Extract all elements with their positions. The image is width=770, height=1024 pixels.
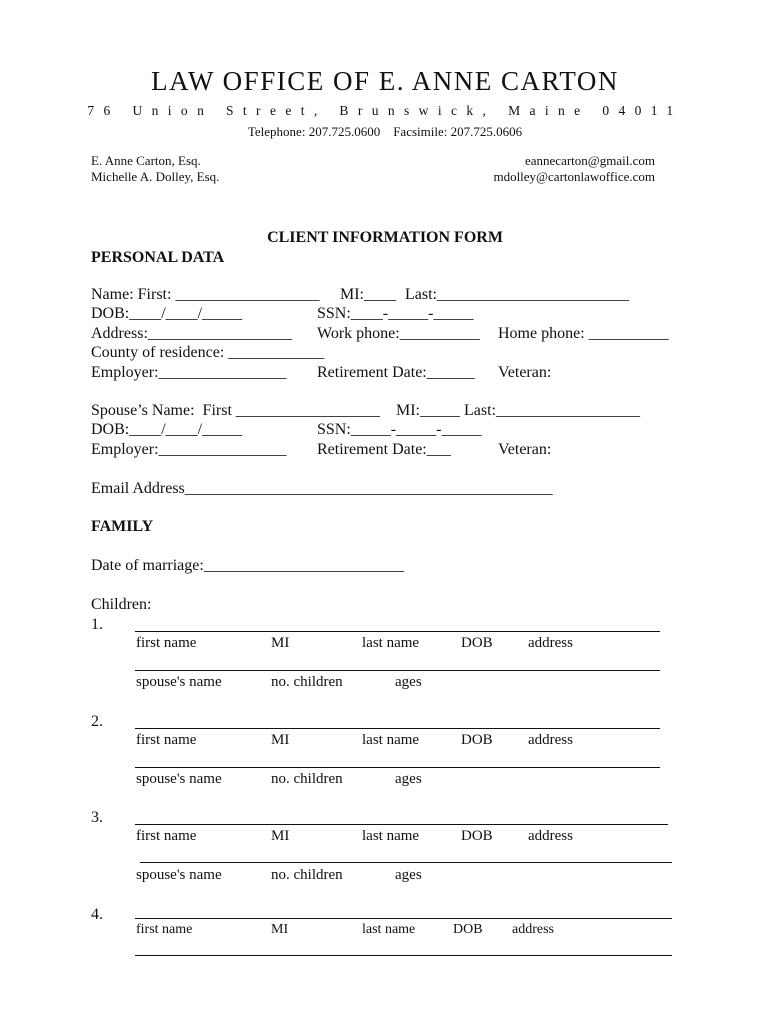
home-phone-field[interactable]: Home phone: __________ <box>498 325 669 342</box>
spouse-last-field[interactable]: Last:__________________ <box>464 402 640 419</box>
ages-label: ages <box>395 674 422 690</box>
spouse-dob-field[interactable]: DOB:____/____/_____ <box>91 421 243 438</box>
mi-label: MI <box>271 828 290 844</box>
children-label: Children: <box>91 596 152 613</box>
dob-field[interactable]: DOB:____/____/_____ <box>91 305 243 322</box>
ssn-field[interactable]: SSN:____-_____-_____ <box>317 305 474 322</box>
child-number: 4. <box>91 906 103 923</box>
mi-label: MI <box>271 732 290 748</box>
county-field[interactable]: County of residence: ____________ <box>91 344 325 361</box>
child-number: 2. <box>91 713 103 730</box>
name-first-field[interactable]: Name: First: __________________ <box>91 286 320 303</box>
spouse-name-field[interactable]: Spouse’s Name: First __________________ <box>91 402 380 419</box>
personal-heading: PERSONAL DATA <box>91 249 225 266</box>
address-field[interactable]: Address:__________________ <box>91 325 292 342</box>
first-name-label: first name <box>136 922 193 937</box>
work-phone-field[interactable]: Work phone:__________ <box>317 325 480 342</box>
address-label: address <box>528 635 573 651</box>
spouse-name-label: spouse's name <box>136 771 222 787</box>
email-2: mdolley@cartonlawoffice.com <box>493 169 655 184</box>
veteran-field[interactable]: Veteran: <box>498 364 552 381</box>
ages-label: ages <box>395 771 422 787</box>
no-children-label: no. children <box>271 674 343 690</box>
mi-field[interactable]: MI:____ <box>340 286 396 303</box>
firm-name: LAW OFFICE OF E. ANNE CARTON <box>151 66 619 96</box>
last-name-label: last name <box>362 732 420 748</box>
last-name-label: last name <box>362 828 420 844</box>
spouse-line[interactable] <box>135 767 660 768</box>
first-name-label: first name <box>136 828 197 844</box>
ages-label: ages <box>395 867 422 883</box>
last-name-label: last name <box>362 922 416 937</box>
last-name-label: last name <box>362 635 420 651</box>
spouse-retirement-field[interactable]: Retirement Date:___ <box>317 441 451 458</box>
retirement-date-field[interactable]: Retirement Date:______ <box>317 364 475 381</box>
dob-label: DOB <box>453 922 483 937</box>
employer-field[interactable]: Employer:________________ <box>91 364 287 381</box>
spouse-employer-field[interactable]: Employer:________________ <box>91 441 287 458</box>
no-children-label: no. children <box>271 771 343 787</box>
child-number: 3. <box>91 809 103 826</box>
child-name-line[interactable] <box>135 631 660 632</box>
spouse-ssn-field[interactable]: SSN:_____-_____-_____ <box>317 421 482 438</box>
no-children-label: no. children <box>271 867 343 883</box>
mi-label: MI <box>271 635 290 651</box>
family-heading: FAMILY <box>91 518 154 535</box>
child-name-line[interactable] <box>135 918 672 919</box>
child-name-line[interactable] <box>135 824 668 825</box>
first-name-label: first name <box>136 732 197 748</box>
dob-label: DOB <box>461 732 493 748</box>
firm-address: 76 Union Street, Brunswick, Maine 04011 <box>87 103 683 118</box>
spouse-mi-field[interactable]: MI:_____ <box>396 402 460 419</box>
spouse-line[interactable] <box>140 862 672 863</box>
child-name-line[interactable] <box>135 728 660 729</box>
attorney-1: E. Anne Carton, Esq. <box>91 153 201 168</box>
address-label: address <box>512 922 554 937</box>
spouse-line[interactable] <box>135 670 660 671</box>
child-number: 1. <box>91 616 103 633</box>
attorney-2: Michelle A. Dolley, Esq. <box>91 169 220 184</box>
spouse-name-label: spouse's name <box>136 674 222 690</box>
first-name-label: first name <box>136 635 197 651</box>
firm-contact: Telephone: 207.725.0600 Facsimile: 207.725.0606 <box>247 124 523 139</box>
dob-label: DOB <box>461 635 493 651</box>
dob-label: DOB <box>461 828 493 844</box>
mi-label: MI <box>271 922 289 937</box>
last-name-field[interactable]: Last:________________________ <box>405 286 629 303</box>
spouse-name-label: spouse's name <box>136 867 222 883</box>
email-address-field[interactable]: Email Address______________________________________________ <box>91 480 553 497</box>
address-label: address <box>528 828 573 844</box>
spouse-veteran-field[interactable]: Veteran: <box>498 441 552 458</box>
email-1: eannecarton@gmail.com <box>525 153 655 168</box>
address-label: address <box>528 732 573 748</box>
spouse-line[interactable] <box>135 955 672 956</box>
marriage-date-field[interactable]: Date of marriage:_________________________ <box>91 557 404 574</box>
form-title: CLIENT INFORMATION FORM <box>267 229 503 246</box>
